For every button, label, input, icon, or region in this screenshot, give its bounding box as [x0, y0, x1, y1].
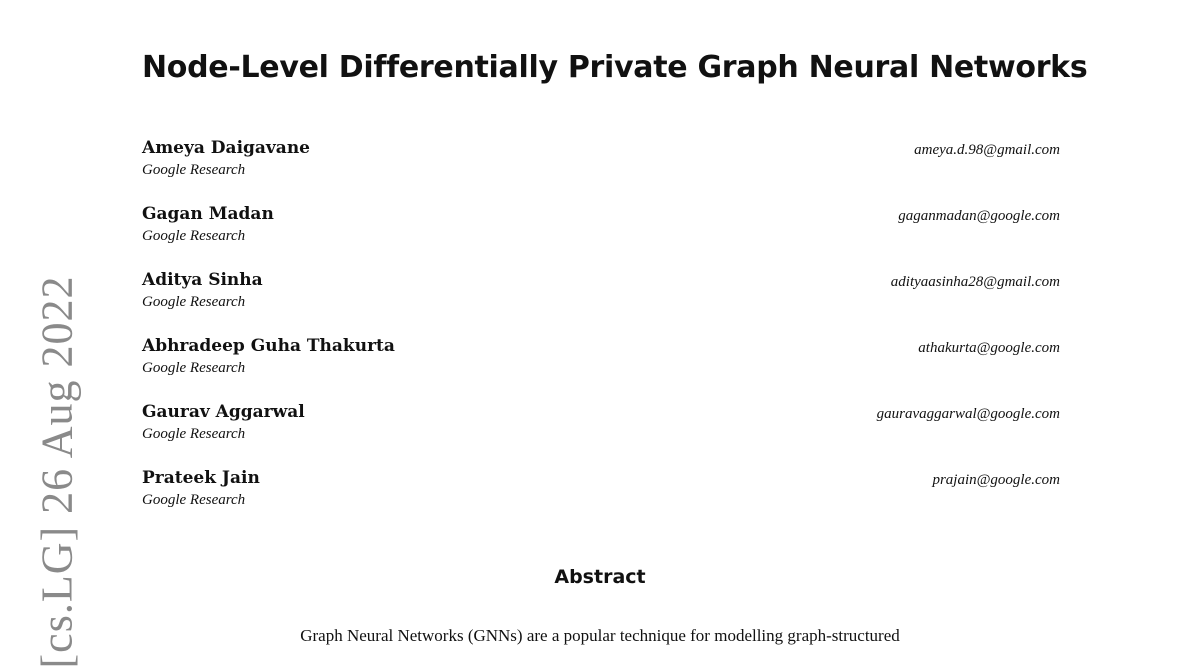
- author-email: athakurta@google.com: [918, 340, 1060, 356]
- author-name: Gagan Madan: [142, 204, 274, 224]
- author-email: gauravaggarwal@google.com: [876, 406, 1060, 422]
- author-block: [142, 468, 1060, 534]
- author-email: ameya.d.98@gmail.com: [914, 142, 1060, 158]
- author-name: Prateek Jain: [142, 468, 260, 488]
- author-list: [142, 138, 1060, 534]
- author-email: gaganmadan@google.com: [898, 208, 1060, 224]
- author-name: Abhradeep Guha Thakurta: [142, 336, 395, 356]
- abstract-heading: Abstract: [554, 566, 646, 588]
- author-affiliation: Google Research: [142, 294, 246, 310]
- author-name: Gaurav Aggarwal: [142, 402, 305, 422]
- author-block: [142, 204, 1060, 270]
- author-block: [142, 270, 1060, 336]
- author-email: prajain@google.com: [932, 472, 1060, 488]
- author-affiliation: Google Research: [142, 426, 246, 442]
- author-email: adityaasinha28@gmail.com: [890, 274, 1060, 290]
- arxiv-stamp: [cs.LG] 26 Aug 2022: [32, 275, 82, 668]
- author-affiliation: Google Research: [142, 162, 246, 178]
- author-affiliation: Google Research: [142, 492, 246, 508]
- author-affiliation: Google Research: [142, 228, 246, 244]
- paper-title: Node-Level Differentially Private Graph Neural Networks: [142, 50, 1088, 85]
- author-name: Ameya Daigavane: [142, 138, 310, 158]
- author-block: [142, 138, 1060, 204]
- author-name: Aditya Sinha: [142, 270, 263, 290]
- author-block: [142, 402, 1060, 468]
- author-block: [142, 336, 1060, 402]
- author-affiliation: Google Research: [142, 360, 246, 376]
- abstract-text: Graph Neural Networks (GNNs) are a popular technique for modelling graph-structured: [300, 626, 900, 645]
